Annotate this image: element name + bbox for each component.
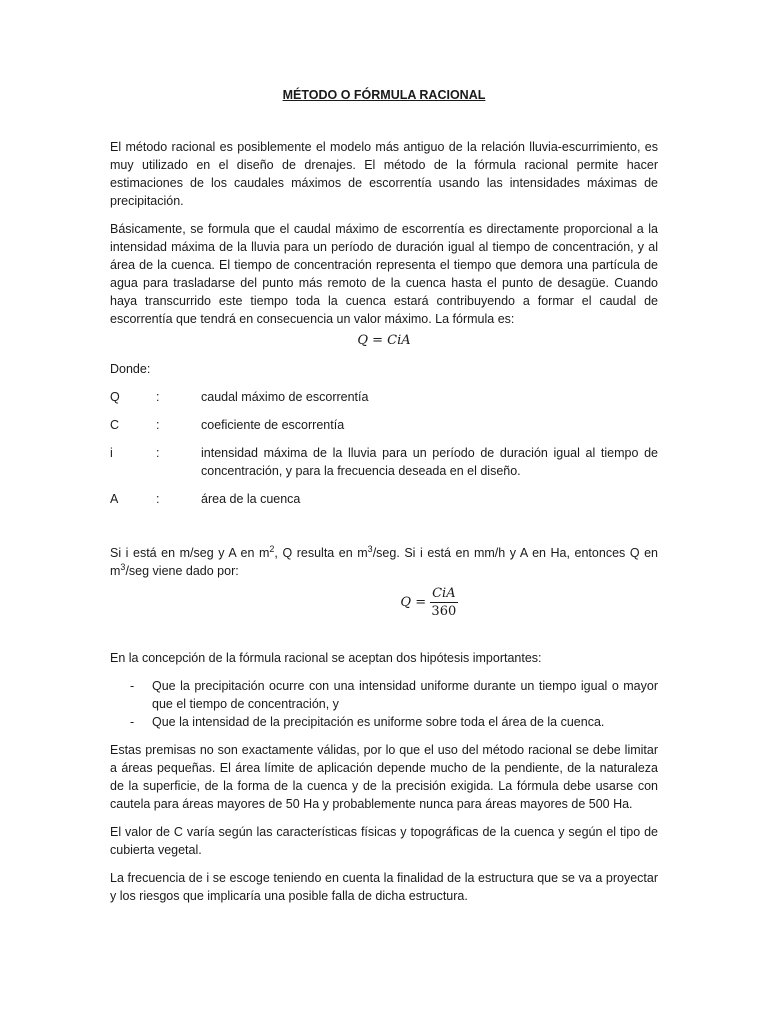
- definition-colon: :: [156, 446, 160, 460]
- units-text-2: , Q resulta en m: [274, 546, 368, 560]
- list-item: [110, 713, 658, 731]
- units-paragraph: [110, 544, 658, 580]
- concept-paragraph: Básicamente, se formula que el caudal máximo de escorrentía es directamente proporcional a la intensidad máxima de la lluvia para un período de duración igual al tiempo de concentración, y al área de la cuenca. El tiempo de concentración representa el tiempo que demora una partícula de agua para trasladarse del punto más remoto de la cuenca hasta el punto de desagüe. Cuando haya transcurrido este tiempo toda la cuenca estará contribuyendo a formar el caudal de escorrentía que tendrá en consecuencia un valor máximo. La fórmula es:: [110, 222, 658, 326]
- definition-text: intensidad máxima de la lluvia para un período de duración igual al tiempo de concentración, y para la frecuencia deseada en el diseño.: [201, 446, 658, 478]
- definition-row: [110, 388, 658, 406]
- bullet-text: Que la intensidad de la precipitación es uniforme sobre toda el área de la cuenca.: [152, 715, 605, 729]
- bullet-text: Que la precipitación ocurre con una intensidad uniforme durante un tiempo igual o mayor que el tiempo de concentración, y: [152, 679, 658, 711]
- definition-text: área de la cuenca: [201, 492, 301, 506]
- hypotheses-list: [110, 677, 658, 731]
- units-text-3: /seg. Si i está en mm/h y A en Ha, entonces Q en m: [110, 546, 658, 578]
- definition-symbol: i: [110, 446, 113, 460]
- intro-paragraph: El método racional es posiblemente el modelo más antiguo de la relación lluvia-escurrimiento, es muy utilizado en el diseño de drenajes. El método de la fórmula racional permite hacer estimaciones de los caudales máximos de escorrentía usando las intensidades máximas de precipitación.: [110, 140, 658, 208]
- definition-colon: :: [156, 492, 160, 506]
- list-item: [110, 677, 658, 713]
- fraction-numerator: CiA: [432, 586, 456, 601]
- units-text-4: /seg viene dado por:: [125, 564, 239, 578]
- section-spacer: [110, 518, 658, 544]
- units-sup-3: 3: [120, 561, 126, 572]
- definition-colon: :: [156, 390, 160, 404]
- definition-symbol: C: [110, 418, 120, 432]
- donde-label: Donde:: [110, 362, 151, 376]
- units-sup-2: 3: [367, 543, 373, 554]
- formula-fraction: [110, 586, 658, 619]
- definition-text: coeficiente de escorrentía: [201, 418, 345, 432]
- definition-symbol: A: [110, 492, 119, 506]
- definition-row: [110, 444, 658, 480]
- premises-paragraph: Estas premisas no son exactamente válidas, por lo que el uso del método racional se debe limitar a áreas pequeñas. El área límite de aplicación depende mucho de la pendiente, de la naturaleza de la superficie, de la forma de la cuenca y de la precisión exigida. La fórmula debe usarse con cautela para áreas mayores de 50 Ha y probablemente nunca para áreas mayores de 500 Ha.: [110, 743, 658, 811]
- formula-rational: Q = CiA: [357, 333, 411, 348]
- units-text-1: Si i está en m/seg y A en m: [110, 546, 270, 560]
- definition-colon: :: [156, 418, 160, 432]
- page-title: MÉTODO O FÓRMULA RACIONAL: [282, 88, 486, 102]
- frequency-paragraph: La frecuencia de i se escoge teniendo en cuenta la finalidad de la estructura que se va a proyectar y los riesgos que implicaría una posible falla de dicha estructura.: [110, 871, 658, 903]
- definition-symbol: Q: [110, 390, 120, 404]
- definition-text: caudal máximo de escorrentía: [201, 390, 369, 404]
- definition-row: [110, 416, 658, 434]
- bullet-dash: -: [130, 715, 135, 729]
- bullet-dash: -: [130, 679, 135, 693]
- fraction: [430, 586, 458, 619]
- c-value-paragraph: El valor de C varía según las características físicas y topográficas de la cuenca y según el tipo de cubierta vegetal.: [110, 825, 658, 857]
- units-sup-1: 2: [269, 543, 275, 554]
- definition-row: [110, 490, 658, 508]
- fraction-lhs: Q =: [400, 594, 427, 610]
- hypotheses-intro: En la concepción de la fórmula racional se aceptan dos hipótesis importantes:: [110, 651, 542, 665]
- fraction-denominator: 360: [431, 604, 457, 619]
- document-page: [110, 86, 658, 915]
